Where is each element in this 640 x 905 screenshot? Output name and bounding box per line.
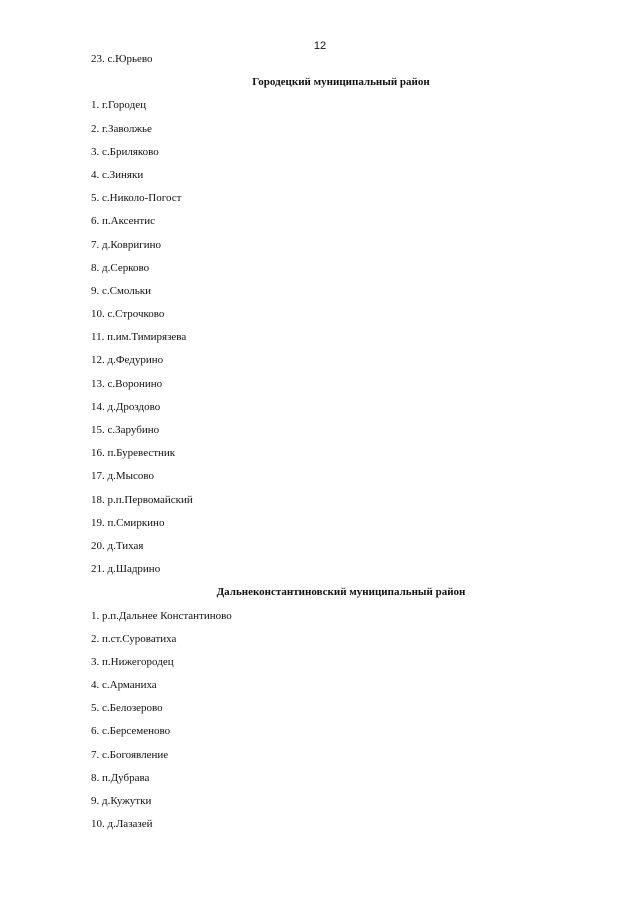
list-item: 13. с.Воронино — [91, 377, 163, 390]
list-item: 8. д.Серково — [91, 261, 150, 274]
list-item: 3. с.Бриляково — [91, 145, 159, 158]
list-item: 20. д.Тихая — [91, 539, 144, 552]
list-item: 7. с.Богоявление — [91, 748, 169, 761]
section-list-gorodetsky — [91, 99, 591, 576]
list-item: 2. п.ст.Суроватиха — [91, 632, 177, 645]
list-item: 9. д.Кужутки — [91, 795, 152, 807]
list-item: 4. с.Зиняки — [91, 168, 144, 181]
list-item: 6. с.Берсеменово — [91, 725, 171, 738]
list-item: 14. д.Дроздово — [91, 400, 161, 413]
list-item: 3. п.Нижегородец — [91, 655, 174, 668]
document-body — [91, 53, 591, 841]
list-item: 10. д.Лазазей — [91, 818, 153, 831]
list-item: 11. п.им.Тимирязева — [91, 331, 187, 344]
section-list-dalnekonstantinovsky — [91, 610, 591, 832]
list-item: 1. р.п.Дальнее Константиново — [91, 609, 232, 622]
list-item: 8. п.Дубрава — [91, 771, 150, 784]
list-item: 23. с.Юрьево — [91, 53, 153, 65]
section-heading-dalnekonstantinovsky: Дальнеконстантиновский муниципальный район — [216, 586, 466, 599]
list-item: 5. с.Николо-Погост — [91, 192, 182, 205]
list-item: 6. п.Аксентис — [91, 215, 156, 228]
list-item: 17. д.Мысово — [91, 470, 155, 483]
list-item: 4. с.Арманиха — [91, 679, 157, 692]
list-item: 12. д.Федурино — [91, 354, 164, 367]
list-item: 19. п.Смиркино — [91, 516, 165, 529]
list-item: 16. п.Буревестник — [91, 447, 176, 460]
list-item: 10. с.Строчково — [91, 308, 165, 321]
list-item: 5. с.Белозерово — [91, 702, 163, 715]
section-heading-gorodetsky: Городецкий муниципальный район — [252, 76, 430, 89]
list-item: 9. с.Смольки — [91, 284, 152, 297]
list-item: 2. г.Заволжье — [91, 122, 152, 135]
list-item: 18. р.п.Первомайский — [91, 493, 193, 506]
list-item: 7. д.Ковригино — [91, 238, 162, 251]
page-number: 12 — [313, 40, 327, 52]
list-item: 15. с.Зарубино — [91, 424, 160, 436]
list-item: 1. г.Городец — [91, 99, 146, 112]
list-item: 21. д.Шадрино — [91, 563, 161, 576]
